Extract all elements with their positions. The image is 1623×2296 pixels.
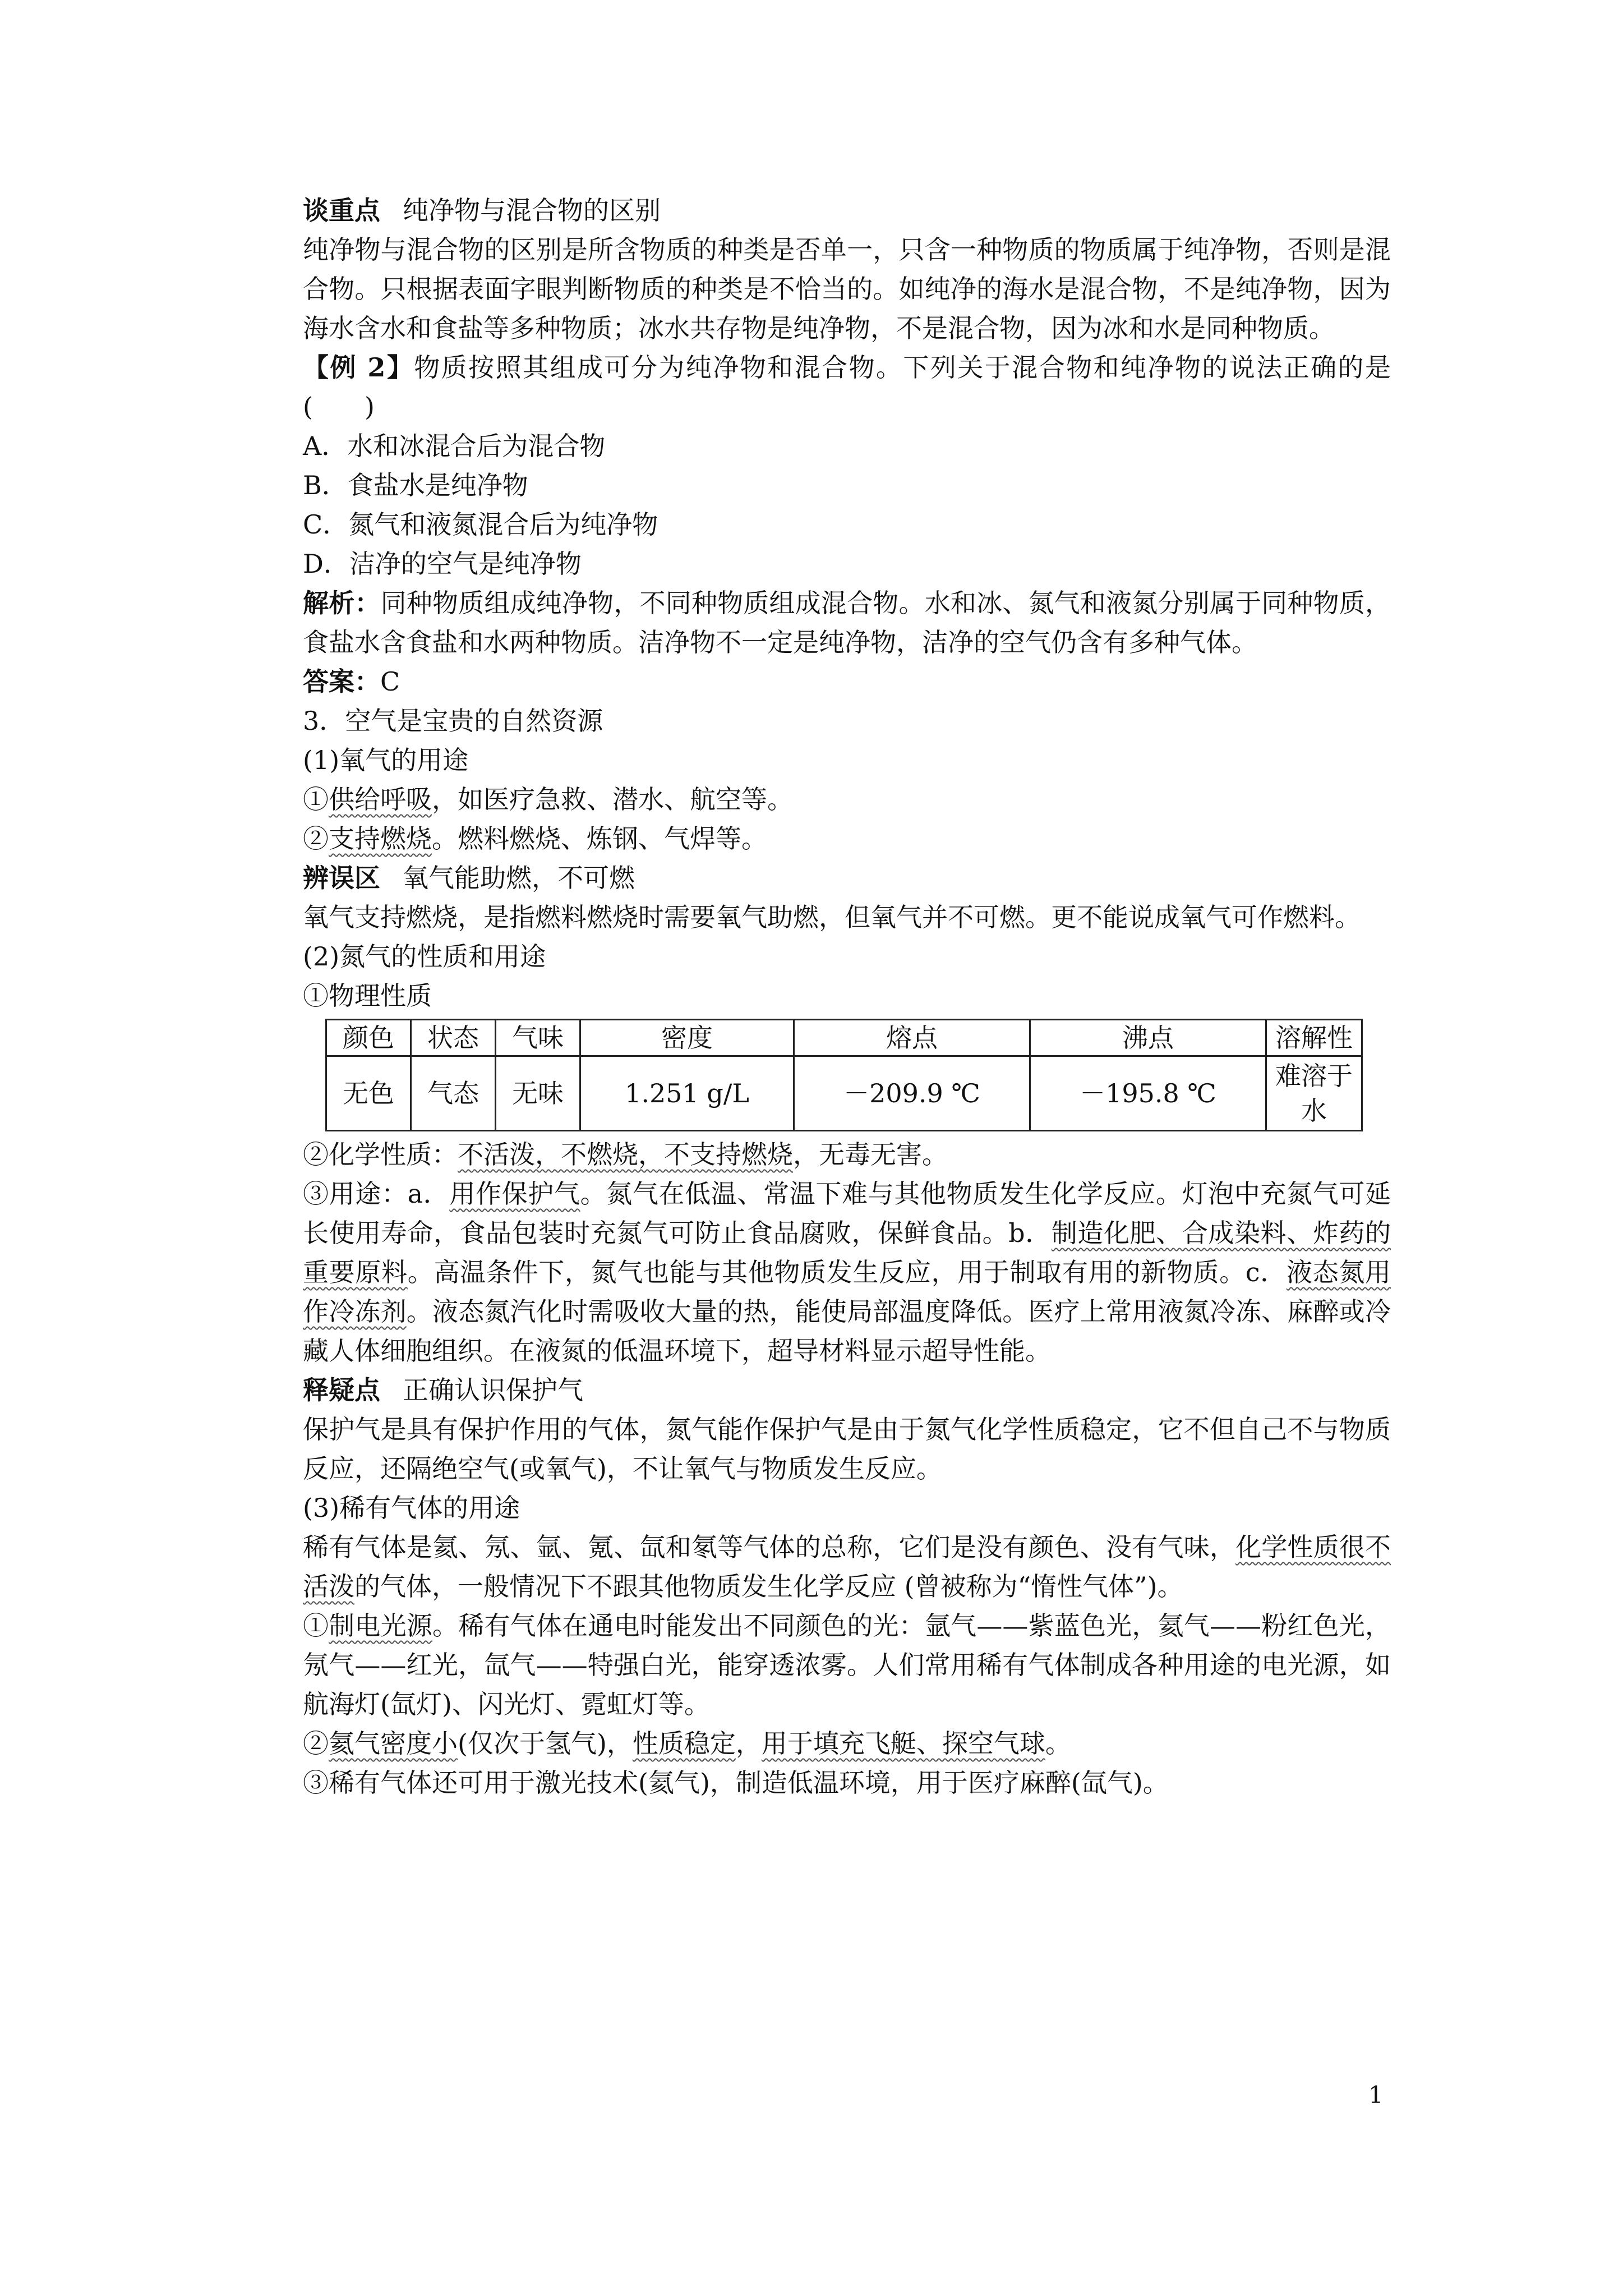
table-cell: －195.8 ℃	[1030, 1056, 1266, 1131]
analysis-label: 解析：	[303, 588, 381, 618]
page-content	[303, 191, 1391, 1802]
paragraph: 纯净物与混合物的区别是所含物质的种类是否单一，只含一种物质的物质属于纯净物，否则是混合物。只根据表面字眼判断物质的种类是不恰当的。如纯净的海水是混合物，不是纯净物，因为海水含水和食盐等多种物质；冰水共存物是纯净物，不是混合物，因为冰和水是同种物质。	[303, 234, 1391, 343]
emphasis: 液态氮用作冷冻剂	[303, 1257, 1391, 1327]
subsection-title: (1)氧气的用途	[303, 745, 469, 775]
doubt-heading-line	[303, 1370, 1391, 1410]
heading-label: 辨误区	[303, 863, 380, 893]
emphasis: 制电光源	[329, 1611, 433, 1641]
option-c: C．氮气和液氮混合后为纯净物	[303, 509, 658, 540]
answer-label: 答案：	[303, 666, 380, 697]
option-d: D．洁净的空气是纯净物	[303, 549, 582, 579]
text: 。燃料燃烧、炼钢、气焊等。	[432, 823, 767, 854]
page-number: 1	[1368, 2081, 1384, 2109]
option-b: B．食盐水是纯净物	[303, 470, 528, 500]
rare-gas-use-3: ③稀有气体还可用于激光技术(氦气)，制造低温环境，用于医疗麻醉(氙气)。	[303, 1768, 1169, 1798]
option-a: A．水和冰混合后为混合物	[303, 431, 606, 461]
analysis-text: 同种物质组成纯净物，不同种物质组成混合物。水和冰、氮气和液氮分别属于同种物质，食盐水含食盐和水两种物质。洁净物不一定是纯净物，洁净的空气仍含有多种气体。	[303, 588, 1391, 657]
subsection-title: (2)氮气的性质和用途	[303, 941, 546, 972]
text: 。液态氮汽化时需吸收大量的热，能使局部温度降低。医疗上常用液氮冷冻、麻醉或冷藏人体细胞组织。在液氮的低温环境下，超导材料显示超导性能。	[303, 1296, 1391, 1366]
section-title: 3．空气是宝贵的自然资源	[303, 706, 603, 736]
text: ，如医疗急救、潜水、航空等。	[432, 784, 793, 815]
emphasis: 制造化肥、合成染料、炸药的重要原料	[303, 1218, 1391, 1287]
text: ，无毒无害。	[793, 1139, 948, 1170]
subsection-title: (3)稀有气体的用途	[303, 1493, 520, 1523]
text: 的气体，一般情况下不跟其他物质发生化学反应 (曾被称为“惰性气体”)。	[354, 1571, 1183, 1602]
oxygen-use-1	[303, 780, 1391, 819]
emphasis: 支持燃烧	[329, 823, 432, 854]
table-header: 沸点	[1030, 1020, 1266, 1056]
oxygen-use-2	[303, 819, 1391, 858]
properties-table	[325, 1019, 1363, 1131]
text: ，	[735, 1728, 762, 1759]
emphasis: 性质稳定	[632, 1728, 736, 1759]
heading-title: 纯净物与混合物的区别	[403, 195, 661, 226]
example-question-text: 物质按照其组成可分为纯净物和混合物。下列关于混合物和纯净物的说法正确的是( )	[303, 352, 1391, 422]
table-cell: 难溶于水	[1266, 1056, 1362, 1131]
emphasis: 供给呼吸	[329, 784, 432, 815]
text: ②化学性质：	[303, 1139, 458, 1170]
table-header: 颜色	[326, 1020, 411, 1056]
marker: ①	[303, 784, 329, 815]
physical-properties-title: ①物理性质	[303, 981, 432, 1011]
table-header: 气味	[496, 1020, 580, 1056]
answer-value: C	[380, 666, 400, 697]
emphasis: 用作保护气	[449, 1179, 580, 1209]
table-cell: 无色	[326, 1056, 411, 1131]
emphasis: 不活泼，不燃烧，不支持燃烧	[458, 1139, 793, 1170]
table-cell: －209.9 ℃	[794, 1056, 1030, 1131]
table-header: 密度	[580, 1020, 794, 1056]
heading-title: 氧气能助燃，不可燃	[403, 863, 635, 893]
rare-gas-use-1	[303, 1606, 1391, 1724]
heading-title: 正确认识保护气	[403, 1375, 583, 1405]
table-header-row	[326, 1020, 1362, 1056]
text: 。稀有气体在通电时能发出不同颜色的光：氩气——紫蓝色光，氦气——粉红色光，氖气——红光，氙气——特强白光，能穿透浓雾。人们常用稀有气体制成各种用途的电光源，如航海灯(氙灯)、闪光灯、霓虹灯等。	[303, 1611, 1391, 1719]
text: 。	[1045, 1728, 1071, 1759]
section-heading-line	[303, 191, 1391, 230]
table-header: 溶解性	[1266, 1020, 1362, 1056]
answer	[303, 662, 1391, 701]
heading-label: 谈重点	[303, 195, 380, 226]
paragraph: 氧气支持燃烧，是指燃料燃烧时需要氧气助燃，但氧气并不可燃。更不能说成氧气可作燃料。	[303, 902, 1361, 932]
mistake-heading-line	[303, 858, 1391, 898]
marker: ②	[303, 823, 329, 854]
text: 稀有气体是氦、氖、氩、氪、氙和氡等气体的总称，它们是没有颜色、没有气味，	[303, 1532, 1236, 1562]
text: ③用途：a．	[303, 1179, 450, 1209]
emphasis: 化学性质很不活泼	[303, 1532, 1391, 1602]
table-row	[326, 1056, 1362, 1131]
analysis	[303, 583, 1391, 662]
example-label: 【例 2】	[303, 352, 414, 383]
table-header: 状态	[411, 1020, 496, 1056]
chemical-properties	[303, 1135, 1391, 1174]
table-header: 熔点	[794, 1020, 1030, 1056]
example-question	[303, 348, 1391, 426]
heading-label: 释疑点	[303, 1375, 380, 1405]
emphasis: 用于填充飞艇、探空气球	[761, 1728, 1045, 1759]
marker: ②	[303, 1728, 329, 1759]
text: 。高温条件下，氮气也能与其他物质发生反应，用于制取有用的新物质。c．	[407, 1257, 1287, 1287]
marker: ①	[303, 1611, 329, 1641]
table-cell: 无味	[496, 1056, 580, 1131]
emphasis: 氦气密度小	[329, 1728, 458, 1759]
paragraph: 保护气是具有保护作用的气体，氮气能作保护气是由于氮气化学性质稳定，它不但自己不与物质反应，还隔绝空气(或氧气)，不让氧气与物质发生反应。	[303, 1414, 1391, 1484]
table-cell: 气态	[411, 1056, 496, 1131]
rare-gas-use-2	[303, 1724, 1391, 1763]
text: (仅次于氢气)，	[458, 1728, 633, 1759]
nitrogen-uses	[303, 1174, 1391, 1370]
rare-gas-intro	[303, 1527, 1391, 1606]
text: 。氮气在低温、常温下难与其他物质发生化学反应。灯泡中充氮气可延长使用寿命，食品包装时充氮气可防止食品腐败，保鲜食品。b．	[303, 1179, 1391, 1248]
table-cell: 1.251 g/L	[580, 1056, 794, 1131]
